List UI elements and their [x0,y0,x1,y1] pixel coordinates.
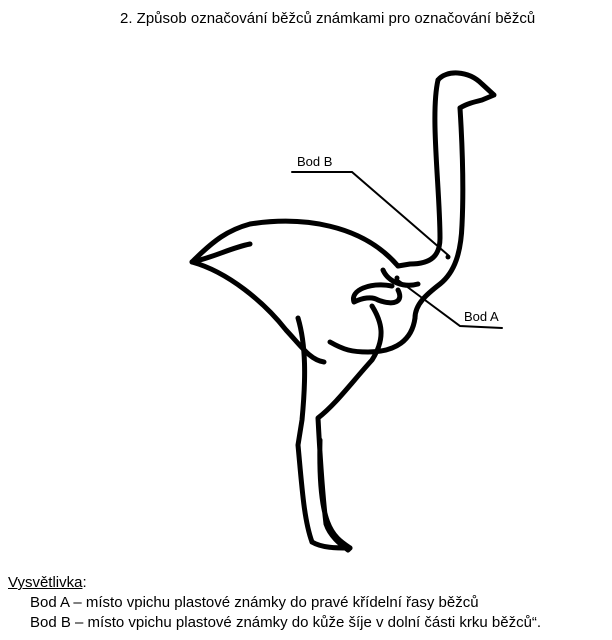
ostrich-leg-back [298,318,312,542]
page-title: 2. Způsob označování běžců známkami pro označování běžců [120,10,536,27]
legend-line-a: Bod A – místo vpichu plastové známky do pravé křídelní řasy běžců [30,594,479,611]
legend-heading: Vysvětlivka [8,574,83,591]
ostrich-neck-back [398,80,440,266]
ostrich-head [438,73,494,108]
point-b-label: Bod B [297,154,333,169]
ostrich-wing [353,285,399,303]
ostrich-belly [330,318,415,352]
legend-heading-colon: : [82,574,87,591]
legend-line-b: Bod B – místo vpichu plastové známky do kůže šíje v dolní části krku běžců“. [30,614,542,631]
ostrich-body [192,221,398,362]
legend-heading-row [8,573,541,593]
ostrich-leg-front [318,306,381,550]
legend [8,573,541,633]
point-a-label: Bod A [464,309,499,324]
